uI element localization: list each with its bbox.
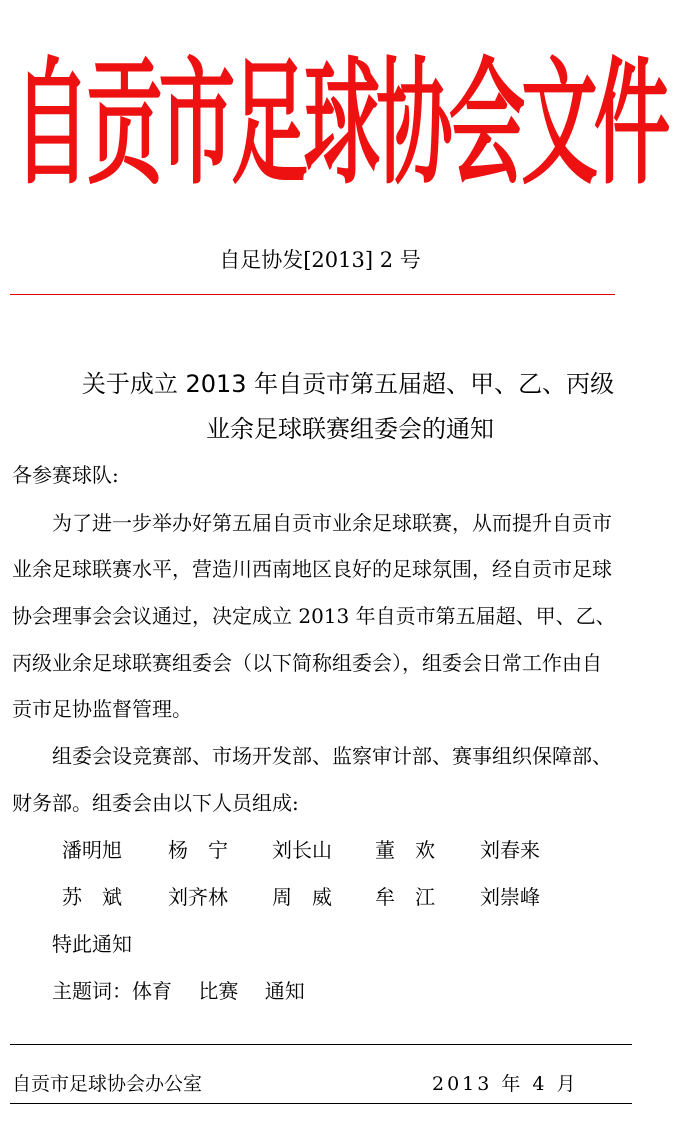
salutation: 各参赛球队: xyxy=(12,463,119,487)
paragraph-1-line-4: 丙级业余足球联赛组委会（以下简称组委会），组委会日常工作由自 xyxy=(12,651,602,675)
member-name: 牟 江 xyxy=(375,885,435,909)
paragraph-1-line-2: 业余足球联赛水平，营造川西南地区良好的足球氛围，经自贡市足球 xyxy=(12,557,612,581)
paragraph-1-line-5: 贡市足协监督管理。 xyxy=(12,697,192,721)
notice-title-line-1: 关于成立 2013 年自贡市第五届超、甲、乙、丙级 xyxy=(81,370,615,398)
document-number: 自足协发[2013] 2 号 xyxy=(219,248,421,272)
red-divider xyxy=(10,294,615,295)
notice-title-line-2: 业余足球联赛组委会的通知 xyxy=(206,415,494,443)
issue-date: 2013 年 4 月 xyxy=(432,1073,579,1095)
member-name: 刘春来 xyxy=(480,838,540,862)
masthead xyxy=(0,18,680,208)
member-name: 董 欢 xyxy=(375,838,435,862)
paragraph-1-line-1: 为了进一步举办好第五届自贡市业余足球联赛，从而提升自贡市 xyxy=(52,511,612,535)
issuing-office: 自贡市足球协会办公室 xyxy=(12,1073,203,1095)
paragraph-1-line-3: 协会理事会会议通过，决定成立 2013 年自贡市第五届超、甲、乙、 xyxy=(12,604,616,628)
footer-bottom-rule xyxy=(10,1103,632,1104)
member-name: 周 威 xyxy=(272,885,332,909)
masthead-title: 自贡市足球协会文件 xyxy=(13,46,667,204)
subject-words: 主题词：体育 比赛 通知 xyxy=(52,979,305,1003)
member-name: 刘崇峰 xyxy=(480,885,540,909)
member-name: 潘明旭 xyxy=(62,838,122,862)
member-name: 杨 宁 xyxy=(168,838,228,862)
member-name: 刘长山 xyxy=(272,838,332,862)
footer-top-rule xyxy=(10,1044,632,1045)
member-name: 刘齐林 xyxy=(168,885,228,909)
paragraph-2-line-2: 财务部。组委会由以下人员组成: xyxy=(12,791,299,815)
paragraph-2-line-1: 组委会设竞赛部、市场开发部、监察审计部、赛事组织保障部、 xyxy=(52,744,612,768)
member-name: 苏 斌 xyxy=(62,885,122,909)
closing-remark: 特此通知 xyxy=(52,932,132,956)
